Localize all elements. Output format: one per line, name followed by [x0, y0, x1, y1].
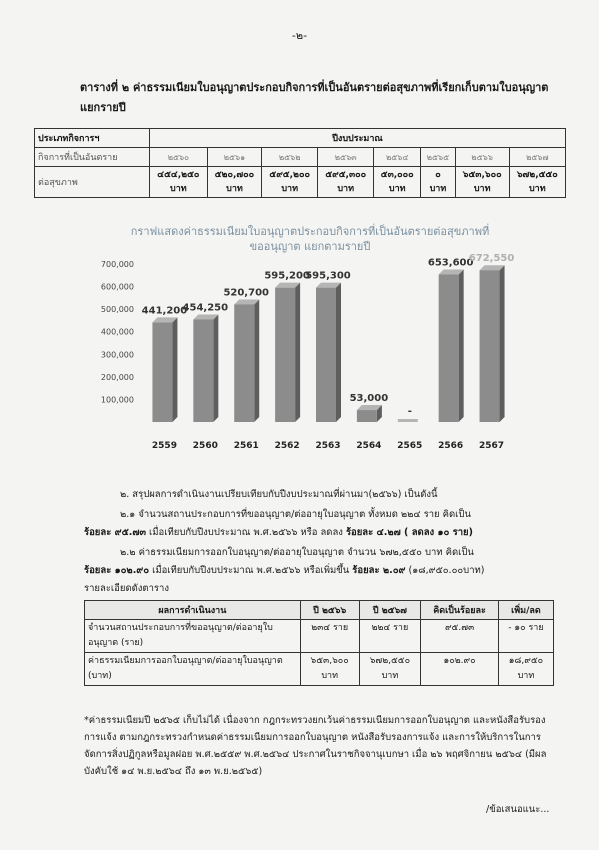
paragraph-2-1: ๒.๑ จำนวนสถานประกอบการที่ขออนุญาต/ต่ออายุใบอนุญาต ทั้งหมด ๒๒๔ ราย คิดเป็น ร้อยละ ๙๕.๗๓ เมื่อเทียบกับปีงบประมาณ พ.ศ.๒๕๖๖ หรือ ลดลง ร้อยละ ๔.๒๗ ( ลดลง ๑๐ ราย) [84, 509, 473, 538]
bar-side [172, 317, 177, 422]
amount-cell: ๕๙๕,๒๐๐ บาท [262, 167, 318, 198]
bar [480, 270, 500, 422]
x-tick-label: 2567 [479, 441, 505, 451]
year-cell: ๒๕๖๗ [509, 148, 565, 167]
page-number: -๒- [291, 29, 308, 42]
bar-side [459, 269, 464, 422]
data-label: 520,700 [223, 287, 269, 299]
amount-cell: ๕๙๕,๓๐๐ บาท [318, 167, 374, 198]
amount-cell: ๐ บาท [421, 167, 456, 198]
y-tick-label: 200,000 [100, 372, 134, 382]
bar [316, 288, 336, 422]
year-cell: ๒๕๖๔ [374, 148, 421, 167]
x-tick-label: 2559 [151, 441, 177, 451]
data-label: 441,200 [141, 305, 188, 317]
table-row: จำนวนสถานประกอบการที่ขออนุญาต/ต่ออายุใบอนุญาต (ราย) ๒๓๔ ราย ๒๒๔ ราย ๙๕.๗๓ - ๑๐ ราย [85, 620, 554, 653]
year-cell: ๒๕๖๖ [455, 148, 509, 167]
category-label: กิจการที่เป็นอันตราย [35, 148, 150, 167]
bar [234, 304, 254, 422]
year-cell: ๒๕๖๕ [421, 148, 456, 167]
table-heading: ตารางที่ ๒ ค่าธรรมเนียมใบอนุญาตประกอบกิจการที่เป็นอันตรายต่อสุขภาพที่เรียกเก็บตามใบอนุญาต แยกรายปี [80, 81, 549, 114]
amount-cell: ๕๓,๐๐๐ บาท [374, 167, 421, 198]
y-tick-label: 400,000 [100, 327, 134, 337]
section-2-title: ๒. สรุปผลการดำเนินงานเปรียบเทียบกับปีงบประมาณที่ผ่านมา(๒๕๖๖) เป็นดังนี้ [120, 489, 438, 500]
data-label: 653,600 [427, 257, 474, 269]
col-header: เพิ่ม/ลด [498, 601, 553, 620]
amount-cell: ๖๗๒,๕๕๐ บาท [509, 167, 565, 198]
bar [398, 419, 418, 422]
bar [193, 319, 213, 422]
paragraph-2-2: ๒.๒ ค่าธรรมเนียมการออกใบอนุญาต/ต่ออายุใบอนุญาต จำนวน ๖๗๒,๕๕๐ บาท คิดเป็น ร้อยละ ๑๐๒.๙๐ เมื่อเทียบกับปีงบประมาณ พ.ศ.๒๕๖๖ หรือเพิ่มขึ้น ร้อยละ ๒.๐๙ (๑๘,๙๕๐.๐๐บาท) รายละเอียดดังตาราง [84, 547, 485, 594]
fee-bar-chart [80, 252, 520, 462]
amount-cell: ๔๕๔,๒๕๐ บาท [150, 167, 208, 198]
fiscal-year-header: ปีงบประมาณ [150, 129, 566, 148]
category-label: ต่อสุขภาพ [35, 167, 150, 198]
col-header: คิดเป็นร้อยละ [421, 601, 499, 620]
bar [152, 322, 172, 422]
data-label: 454,250 [182, 302, 229, 314]
y-tick-label: 300,000 [100, 350, 134, 360]
bar-side [295, 283, 300, 422]
col-header: ปี ๒๕๖๖ [300, 601, 359, 620]
y-tick-label: 500,000 [100, 305, 134, 315]
x-tick-label: 2563 [315, 441, 341, 451]
year-cell: ๒๕๖๒ [262, 148, 318, 167]
bar-side [336, 283, 341, 422]
amount-cell: ๕๒๐,๗๐๐ บาท [207, 167, 262, 198]
fee-table [34, 128, 566, 198]
category-header: ประเภทกิจการฯ [35, 129, 150, 148]
data-label: 595,200 [264, 270, 310, 282]
bar [275, 288, 295, 422]
bar-side [500, 265, 505, 422]
x-tick-label: 2564 [356, 441, 382, 451]
year-cell: ๒๕๖๓ [318, 148, 374, 167]
y-tick-label: 600,000 [100, 282, 134, 292]
y-tick-label: 100,000 [100, 395, 134, 405]
comparison-table [84, 600, 554, 686]
data-label: - [407, 406, 412, 417]
bar-side [254, 299, 259, 422]
x-tick-label: 2562 [274, 441, 300, 451]
x-tick-label: 2560 [192, 441, 218, 451]
data-label: 53,000 [349, 393, 389, 405]
table-row: ค่าธรรมเนียมการออกใบอนุญาต/ต่ออายุใบอนุญาต (บาท) ๖๕๓,๖๐๐ บาท ๖๗๒,๕๕๐ บาท ๑๐๒.๙๐ ๑๘,๙๕๐ บาท [85, 653, 554, 686]
year-cell: ๒๕๖๑ [207, 148, 262, 167]
bar-side [213, 314, 218, 422]
col-header: ปี ๒๕๖๗ [359, 601, 421, 620]
data-label: 672,550 [468, 253, 515, 265]
footnote: *ค่าธรรมเนียมปี ๒๕๖๕ เก็บไม่ได้ เนื่องจาก กฎกระทรวงยกเว้นค่าธรรมเนียมการออกใบอนุญาต และหนังสือรับรองการแจ้ง ตามกฎกระทรวงกำหนดค่าธรรมเนียมการออกใบอนุญาต หนังสือรับรองการแจ้ง และการให้บริการในการจัดการสิ่งปฏิกูลหรือมูลฝอย พ.ศ.๒๕๕๙ พ.ศ.๒๕๖๔ ประกาศในราชกิจจานุเบกษา เมื่อ ๒๖ พฤศจิกายน ๒๕๖๔ (มีผลบังคับใช้ ๑๔ พ.ย.๒๕๖๔ ถึง ๑๓ พ.ย.๒๕๖๕) [84, 715, 547, 777]
x-tick-label: 2566 [438, 441, 464, 451]
bar [439, 274, 459, 422]
year-cell: ๒๕๖๐ [150, 148, 208, 167]
bar [357, 410, 377, 422]
col-header: ผลการดำเนินงาน [85, 601, 301, 620]
continued-marker: /ข้อเสนอแนะ... [486, 804, 550, 815]
chart-title: กราฟแสดงค่าธรรมเนียมใบอนุญาตประกอบกิจการที่เป็นอันตรายต่อสุขภาพที่ ขออนุญาต แยกตามรายปี [130, 225, 490, 253]
x-tick-label: 2565 [397, 441, 423, 451]
x-tick-label: 2561 [233, 441, 259, 451]
y-tick-label: 700,000 [100, 260, 134, 269]
data-label: 595,300 [305, 270, 351, 282]
amount-cell: ๖๕๓,๖๐๐ บาท [455, 167, 509, 198]
